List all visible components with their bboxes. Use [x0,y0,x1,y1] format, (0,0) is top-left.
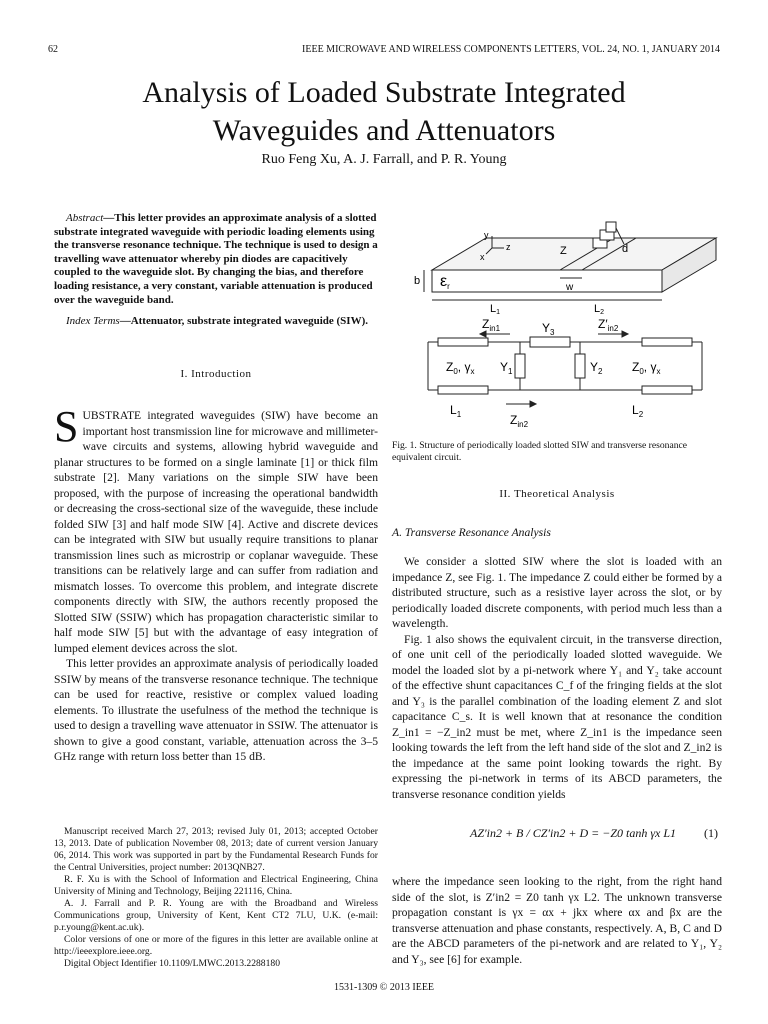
abstract-label: Abstract [66,212,104,224]
paper-title [0,74,768,150]
equation-number: (1) [704,826,718,840]
page-number: 62 [48,44,58,55]
footnotes [54,826,378,970]
drop-cap: S [54,402,79,451]
label-L1-bottom: $L_1$ [450,403,462,419]
label-zin1: $Z_{in1}$ [482,317,501,333]
label-d: d [622,243,629,255]
abstract-text: —This letter provides an approximate analysis of a slotted substrate integrated waveguide with periodic loading elements using the transverse resonance technique. The technique is used to design a travelling wave attenuator whereby pin diodes are capacitively coupled to the waveguide slot. By changing the bias, and therefore loading resistance, a very constant, variable attenuation is produced over the waveguide band. [54,212,378,306]
label-z0-gamma-left: $Z_0$, $\gamma_x$ [446,360,475,376]
label-L2-bottom: $L_2$ [632,403,644,419]
equation-1: AZ′in2 + B / CZ′in2 + D = −Z0 tanh γx L1 [470,826,677,840]
theory-paragraph-3: where the impedance seen looking to the right, from the right hand side of the slot, is Z′in2 = Z0 tanh γx L2. The unknown transverse propagation constant is γx = αx + jkx where αx and βx are the transverse attenuation and phase constants, respectively. A, B, C and D are the ABCD parameters of the pi-network and are related to Y₁, Y₂ and Y₃, see [6] for example. [392,875,722,966]
footnote-received: Manuscript received March 27, 2013; revised July 01, 2013; accepted October 13, 2013. Date of publication November 08, 2013; date of current version January 06, 2014. This work was supported in part by the Fundamental Research Funds for the Central Universities, project number: 2013QNB27. [54,826,378,873]
label-L1-top: L1 [490,303,501,316]
index-terms-text: —Attenuator, substrate integrated waveguide (SIW). [119,315,368,328]
label-axis-y: y [484,230,489,240]
theory-body [392,554,722,802]
footnote-doi: Digital Object Identifier 10.1109/LMWC.2013.2288180 [64,958,280,969]
abstract [54,212,378,329]
intro-paragraph-2: This letter provides an approximate analysis of periodically loaded SSIW by means of the transverse resonance technique. The technique can be used for reactive, resistive or complex valued loading elements. To illustrate the usefulness of the method the technique is used to design a travelling wave attenuator in SSIW. The attenuator is shown to give a good constant, variable, attenuation across the 3–5 GHz range with return loss better than 15 dB. [54,657,378,763]
label-b: b [414,275,421,287]
title-line-2: Waveguides and Attenuators [212,114,556,147]
label-axis-x: x [480,252,485,262]
label-L2-top: L2 [594,303,605,316]
label-y2: $Y_2$ [590,360,603,376]
label-y1: $Y_1$ [500,360,513,376]
figure-1 [410,208,722,430]
copyright-footer: 1531-1309 © 2013 IEEE [333,982,435,993]
index-terms-label: Index Terms [66,315,120,328]
theory-paragraph-1: We consider a slotted SIW where the slot is loaded with an impedance Z, see Fig. 1. The impedance Z could either be formed by a distributed structure, such as a resistive layer across the slot, or by periodically loaded discrete components, with period much less than a wavelength. [392,555,722,630]
figure-1-caption: Fig. 1. Structure of periodically loaded slotted SIW and transverse resonance equivalent circuit. [392,440,688,463]
label-zin2: $Z_{in2}$ [510,413,529,429]
author-list: Ruo Feng Xu, A. J. Farrall, and P. R. Young [261,152,507,167]
label-z0-gamma-right: $Z_0$, $\gamma_x$ [632,360,661,376]
label-y3: $Y_3$ [542,321,555,337]
running-header: IEEE MICROWAVE AND WIRELESS COMPONENTS LETTERS, VOL. 24, NO. 1, JANUARY 2014 [302,44,720,55]
footnote-color: Color versions of one or more of the figures in this letter are available online at http://ieeexplore.ieee.org. [54,934,378,957]
label-w: w [566,282,574,293]
footnote-farrall-young: A. J. Farrall and P. R. Young are with the Broadband and Wireless Communications group, University of Kent, Kent CT2 7LU, U.K. (e-mail: p.r.young@kent.ac.uk). [54,898,378,933]
label-axis-z: z [506,242,511,252]
theory-paragraph-2: Fig. 1 also shows the equivalent circuit, in the transverse direction, of one unit cell of the periodically loaded slotted waveguide. We model the loaded slot by a pi-network where Y₁ and Y₂ take account of the effective shunt capacitances C_f of the fringing fields at the slot and Y₃ is the parallel combination of the loading element Z and slot capacitance C_s. It is well known that at resonance the condition Z_in1 = −Z_in2 must be met, where Z_in1 is the impedance seen looking towards the left from the left hand side of the slot and Z_in2 is the impedance at the same point looking towards the right. By expressing the pi-network in terms of its ABCD parameters, the transverse resonance condition yields [392,632,722,801]
label-epsilon: εr [440,273,450,291]
section-heading-intro: I. Introduction [180,368,252,380]
label-load-z: Z [560,245,567,257]
subsection-heading: A. Transverse Resonance Analysis [392,526,551,539]
footnote-xu: R. F. Xu is with the School of Information and Electrical Engineering, China University of Mining and Technology, Beijing 221116, China. [54,874,378,897]
section-heading-theory: II. Theoretical Analysis [499,488,615,500]
intro-body [54,402,378,765]
label-zin2-prime: $Z'_{in2}$ [598,317,619,333]
title-line-1: Analysis of Loaded Substrate Integrated [142,76,626,109]
intro-paragraph-1: SUBSTRATE integrated waveguides (SIW) have become an important host transmission line for microwave and millimeter-wave circuits and systems, allowing hybrid waveguide and planar structures to be formed on a single laminate [1] or thick film substrate [2]. Many variations on the simple SIW have been proposed, with the purpose of increasing the operational bandwidth or decreasing the cross-sectional size of the waveguide, these include folded SIW [3] and half mode SIW [4]. Active and discrete devices can be integrated with SIW but usually require transitions to planar transmission lines such as microstrip or coplanar waveguide. These transitions can be relatively large and can suffer from radiation and mismatch losses. To overcome this problem, and integrate discrete components directly with SIW, the authors recently proposed the Slotted SIW (SSIW) which has propagation characteristic similar to half mode SIW [5] but with the advantage of easy integration of lumped element devices across the slot. [54,402,378,655]
